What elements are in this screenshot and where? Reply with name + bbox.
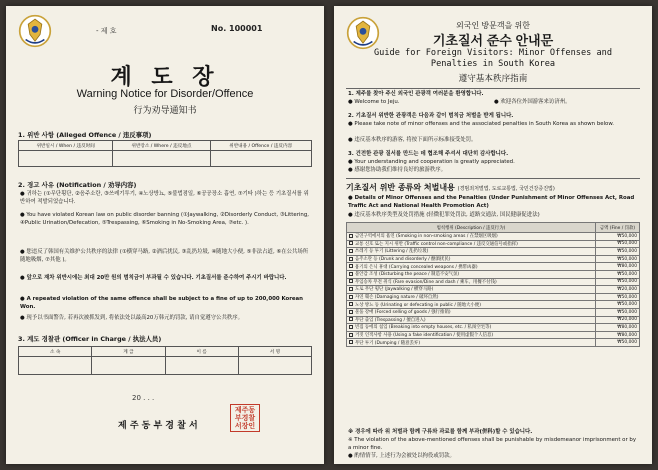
fine-description-text: 자연 훼손 (Damaging nature / 破坏自然): [355, 295, 439, 301]
fine-row: [347, 270, 640, 278]
cell-rank[interactable]: [92, 357, 165, 375]
fine-description: [347, 339, 596, 347]
fine-amount: ₩20,000: [596, 286, 640, 294]
checkbox-icon[interactable]: [349, 295, 353, 299]
fine-amount: ₩50,000: [596, 293, 640, 301]
title-en-2: Penalties in South Korea: [430, 59, 556, 69]
fine-row: [347, 324, 640, 332]
divider-mid: [346, 178, 640, 179]
subtitle-zh: ● 违反基本秩序类型及处罚措施 (轻微犯罪处罚法, 道路交通法, 国民健康促进法): [348, 212, 540, 218]
officer-table: [18, 346, 312, 375]
welcome-ko: 1. 제주를 찾아 주신 외국인 관광객 여러분을 환영합니다.: [348, 91, 484, 97]
fine-amount: ₩50,000: [596, 255, 640, 263]
fine-description: [347, 248, 596, 256]
col-sign: 서 명: [238, 347, 311, 357]
cell-when[interactable]: [19, 151, 113, 167]
checkbox-icon[interactable]: [349, 264, 353, 268]
subtitle-en: ● Details of Minor Offenses and the Penalties (Under Punishment of Minor Offenses Act, Road Traffic Act and National Health Promotion Act): [348, 195, 635, 210]
subtitle-law: (경범죄처벌법, 도로교통법, 국민건강증진법): [457, 186, 555, 192]
date-line: 20 . . .: [132, 394, 155, 402]
checkbox-icon[interactable]: [349, 241, 353, 245]
fine-amount: ₩50,000: [596, 233, 640, 241]
col-where: 위반장소 / Where / 违反地点: [113, 141, 210, 151]
fine-row: [347, 248, 640, 256]
fine-amount: ₩80,000: [596, 331, 640, 339]
fine-description-text: 노상 방뇨 등 (Urinating or defecating in public / 随地大小便): [355, 302, 481, 308]
station-name: 제 주 동 부 경 찰 서: [118, 421, 198, 431]
fine-description: [347, 316, 596, 324]
fine-description: [347, 270, 596, 278]
checkbox-icon[interactable]: [349, 257, 353, 261]
seal-line-2: 부경찰: [234, 413, 256, 422]
serial-number: No. 100001: [211, 24, 263, 33]
thanks-zh: ● 感谢您协助我们维持良好的旅游秩序。: [348, 167, 447, 173]
title-ko: 기초질서 준수 안내문: [432, 33, 554, 48]
fine-amount: ₩50,000: [596, 301, 640, 309]
fine-row: [347, 240, 640, 248]
fine-description-text: 불안감 조성 (Disturbing the peace / 制造不安气氛): [355, 272, 460, 278]
foreign-visitor-guide-sheet: [334, 6, 652, 464]
penalty-intro-ko: 2. 기초질서 위반한 관광객은 다음과 같이 범칙금 처벌을 받게 됩니다.: [348, 113, 514, 119]
fine-description-text: 거짓 인적사항 사용 (Using a fake identification / 使用虚假个人信息): [355, 333, 494, 339]
fine-description-text: 무단 투기 (Dumping / 随意丢弃): [355, 340, 421, 346]
checkbox-icon[interactable]: [349, 310, 353, 314]
title-ko: 계 도 장: [110, 64, 220, 90]
checkbox-icon[interactable]: [349, 302, 353, 306]
checkbox-icon[interactable]: [349, 234, 353, 238]
police-emblem-icon: [18, 14, 52, 48]
penalty-intro-zh: ● 违反基本秩序的游客, 将按下面所示标准接受处罚。: [348, 137, 477, 143]
fine-description: [347, 301, 596, 309]
fine-amount: ₩50,000: [596, 308, 640, 316]
title-zh: 行为劝导通知书: [133, 105, 197, 115]
checkbox-icon[interactable]: [349, 333, 353, 337]
fine-description-text: 음주소란 등 (Drunk and disorderly / 酗酒扰民): [355, 257, 451, 263]
fine-row: [347, 301, 640, 309]
subtitle-ko: 기초질서 위반 종류와 처벌내용: [346, 183, 455, 192]
thanks-en: ● Your understanding and cooperation is greatly appreciated.: [348, 159, 515, 165]
fine-amount: ₩80,000: [596, 324, 640, 332]
cell-offence[interactable]: [210, 151, 311, 167]
fine-amount: ₩50,000: [596, 270, 640, 278]
official-seal: [230, 404, 260, 432]
fine-row: [347, 278, 640, 286]
fine-description: [347, 278, 596, 286]
title-zh: 遵守基本秩序指南: [458, 73, 528, 83]
fine-description-text: 무임승차 무전 취식 (Fare evasion/Dine and dash / 乘车、用餐不付钱): [355, 279, 497, 285]
checkbox-icon[interactable]: [349, 249, 353, 253]
notice-en: ● You have violated Korean law on public disorder banning (①Jaywalking, ②Disorderly Conduct, ③Littering, ④Public Urination/Defecation, ⑤Trespassing, ⑥Smoking in No-Smoking Area, ⑦etc. ).: [20, 212, 309, 227]
cell-sign[interactable]: [238, 357, 311, 375]
footnote-ko: ※ 경우에 따라 위 처벌과 함께 구류와 과료를 함께 부과(併科)할 수 있습니다.: [348, 429, 533, 435]
title-en-1: Guide for Foreign Visitors: Minor Offenses and: [374, 48, 612, 58]
fine-description-text: 쓰레기 등 투기 (Littering / 乱扔垃圾): [355, 249, 429, 255]
fine-row: [347, 308, 640, 316]
fine-row: [347, 316, 640, 324]
footnote-zh: ● 酌情情节, 上述行为会被处以拘役或罚款。: [348, 453, 455, 459]
fine-description: [347, 324, 596, 332]
fine-description-text: 교통 신호 또는 지시 위반 (Traffic control non-compliance / 违反交通信号或指挥): [355, 241, 518, 247]
penalty-intro-en: ● Please take note of minor offenses and the associated penalties in South Korea as shown below.: [348, 121, 614, 127]
fine-description: [347, 233, 596, 241]
serial-prefix: - 제 호: [96, 27, 117, 35]
fine-description-text: 무단 출입 (Trespassing / 擅自进入): [355, 317, 426, 323]
seal-line-3: 서장인: [234, 421, 256, 430]
col-rank: 계 급: [92, 347, 165, 357]
fine-row: [347, 339, 640, 347]
cell-where[interactable]: [113, 151, 210, 167]
fines-col-amount: 금액 (Fine / 罚款): [596, 223, 640, 233]
fine-row: [347, 233, 640, 241]
col-offence: 위반내용 / Offence / 违反内容: [210, 141, 311, 151]
repeat-en: ● A repeated violation of the same offence shall be subject to a fine of up to 200,000 Korean Won.: [20, 296, 304, 311]
fine-amount: ₩50,000: [596, 339, 640, 347]
fine-amount: ₩80,000: [596, 263, 640, 271]
fine-amount: ₩50,000: [596, 248, 640, 256]
fine-description: [347, 293, 596, 301]
fine-row: [347, 263, 640, 271]
fine-description: [347, 240, 596, 248]
fine-amount: ₩20,000: [596, 316, 640, 324]
title-en: Warning Notice for Disorder/Offence: [76, 88, 254, 100]
checkbox-icon[interactable]: [349, 272, 353, 276]
footnote-en: ※ The violation of the above-mentioned offenses shall be punishable by misdemeanor imprisonment or by a minor fine.: [348, 437, 637, 452]
pre-title: 외국인 방문객을 위한: [456, 21, 530, 30]
fine-amount: ₩50,000: [596, 240, 640, 248]
checkbox-icon[interactable]: [349, 325, 353, 329]
fine-description: [347, 331, 596, 339]
fine-amount: ₩50,000: [596, 278, 640, 286]
fine-row: [347, 293, 640, 301]
col-name: 이 름: [165, 347, 238, 357]
fine-description-text: 흉기의 은닉 휴대 (Carrying concealed weapons / 携带凶器): [355, 264, 478, 270]
col-when: 위반일시 / When / 违反时间: [19, 141, 113, 151]
notice-zh: ● 您违反了韩国有关维护公共秩序的法律 (①横穿马路, ②酒后扰民, ③乱扔垃圾, ④随地大小便, ⑤非法占道, ⑥在公共场所随地吸烟, ⑦其他 )。: [20, 249, 309, 264]
checkbox-icon[interactable]: [349, 317, 353, 321]
fine-description-text: 도로 무단 횡단 (Jaywalking / 横穿马路): [355, 287, 434, 293]
fines-col-description: 범칙행위 (Description / 违反行为): [347, 223, 596, 233]
col-unit: 소 속: [19, 347, 92, 357]
fine-description: [347, 255, 596, 263]
fine-row: [347, 286, 640, 294]
welcome-en: ● Welcome to Jeju.: [348, 99, 400, 105]
fine-row: [347, 255, 640, 263]
checkbox-icon[interactable]: [349, 287, 353, 291]
thanks-ko: 3. 건전한 관광 질서를 만드는 데 협조해 주셔서 대단히 감사합니다.: [348, 151, 509, 157]
fine-description-text: 빈집 등에의 침입 (Breaking into empty houses, etc. / 私闯空宅等): [355, 325, 492, 331]
divider-top: [346, 88, 640, 89]
fine-description: [347, 286, 596, 294]
offence-table: [18, 140, 312, 167]
fine-description-text: 물품 강매 (Forced selling of goods / 强行推销): [355, 310, 451, 316]
warning-notice-sheet: [6, 6, 324, 464]
fine-row: [347, 331, 640, 339]
fine-description: [347, 263, 596, 271]
repeat-ko: ● 앞으로 재차 위반시에는 최대 20만 원의 범칙금이 부과될 수 있습니다. 기초질서를 준수하여 주시기 바랍니다.: [20, 275, 287, 281]
cell-unit[interactable]: [19, 357, 92, 375]
section-2-heading: 2. 경고 사유 (Notification / 劝导内容): [18, 181, 137, 189]
seal-line-1: 제주동: [234, 405, 256, 414]
fines-table: [346, 222, 640, 347]
checkbox-icon[interactable]: [349, 279, 353, 283]
notice-ko: ● 귀하는 (①무단횡단, ②음주소란, ③쓰레기투기, ④노상방뇨, ⑤불법점일, ⑥공공장소 흡연, ⑦기타 )하는 등 기초질서를 위반하여 적발되었습니다.: [20, 191, 309, 206]
checkbox-icon[interactable]: [349, 340, 353, 344]
subtitle-row: [346, 182, 640, 193]
welcome-zh: ● 欢迎各位外国游客来访济州。: [494, 99, 571, 105]
cell-name[interactable]: [165, 357, 238, 375]
fine-description: [347, 308, 596, 316]
repeat-zh: ● 现予以书面警告, 若再次被抓发到, 将依法处以最高20万韩元的罚款, 请自觉遵守公共秩序。: [20, 315, 244, 321]
section-3-heading: 3. 계도 경찰관 (Officer in Charge / 执法人员): [18, 335, 162, 343]
fine-description-text: 금연구역에서의 흡연 (Smoking in non-smoking areas / 在禁烟区吸烟): [355, 234, 498, 240]
section-1-heading: 1. 위반 사항 (Alleged Offence / 违反事项): [18, 131, 152, 139]
